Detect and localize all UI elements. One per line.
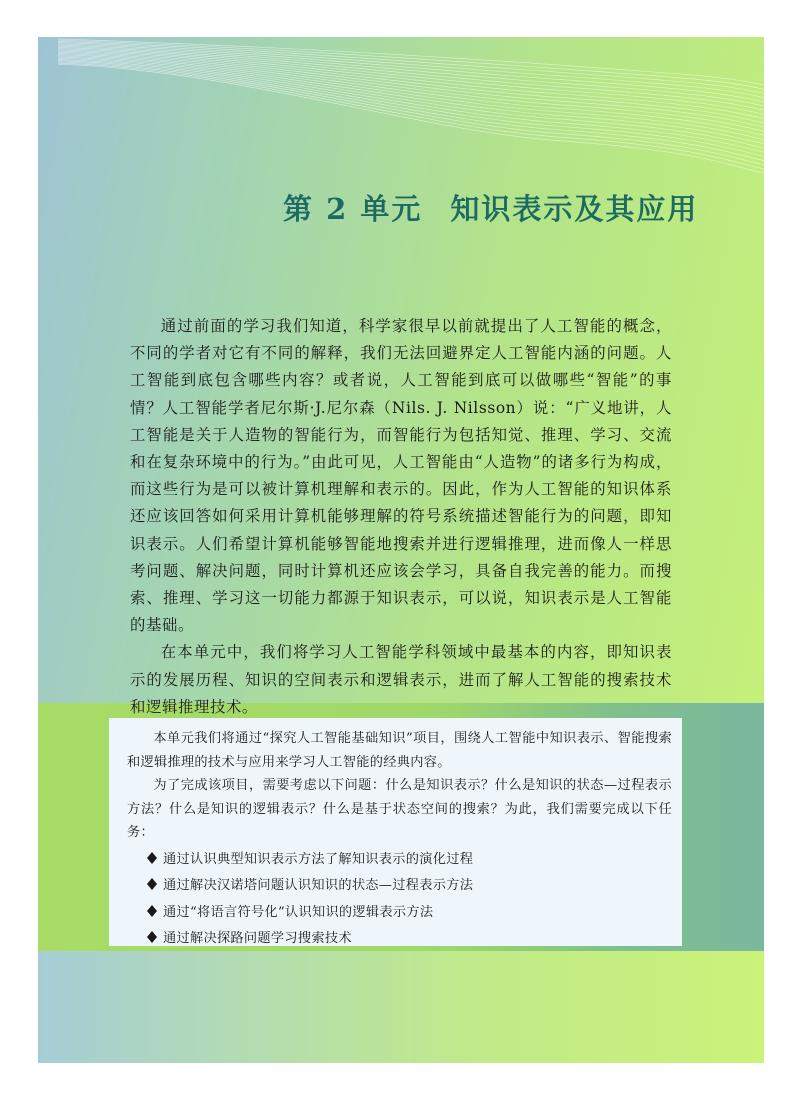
task-item bbox=[147, 926, 672, 953]
unit-title bbox=[283, 187, 723, 228]
unit-number: 第 2 单元 bbox=[283, 192, 423, 226]
wave-line bbox=[58, 61, 764, 161]
intro-paragraph-2: 在本单元中，我们将学习人工智能学科领域中最基本的内容，即知识表示的发展历程、知识的空间表示和逻辑表示，进而了解人工智能的搜索技术和逻辑推理技术。 bbox=[130, 643, 672, 716]
wave-line bbox=[58, 44, 764, 102]
intro-text bbox=[130, 313, 672, 721]
task-text: 通过解决汉诺塔问题认识知识的状态—过程表示方法 bbox=[163, 878, 474, 894]
wave-line bbox=[58, 64, 764, 173]
wave-line bbox=[58, 59, 764, 156]
task-item bbox=[147, 847, 672, 874]
wave-line bbox=[58, 45, 764, 106]
task-text: 通过解决探路问题学习搜索技术 bbox=[163, 931, 352, 947]
task-list bbox=[127, 847, 672, 953]
project-paragraph-1: 本单元我们将通过“探究人工智能基础知识”项目，围绕人工智能中知识表示、智能搜索和逻辑推理的技术与应用来学习人工智能的经典内容。 bbox=[127, 731, 672, 770]
task-text: 通过“将语言符号化”认识知识的逻辑表示方法 bbox=[163, 904, 434, 920]
intro-paragraph-1: 通过前面的学习我们知道，科学家很早以前就提出了人工智能的概念，不同的学者对它有不同的解释，我们无法回避界定人工智能内涵的问题。人工智能到底包含哪些内容？或者说，人工智能到底可以做哪些“智能”的事情？人工智能学者尼尔斯·J.尼尔森（Nils. J. Nilsson）说：“广义地讲，人工智能是关于人造物的智能行为，而智能行为包括知觉、推理、学习、交流和在复杂环境中的行为。”由此可见，人工智能由“人造物”的诸多行为构成，而这些行为是可以被计算机理解和表示的。因此，作为人工智能的知识体系还应该回答如何采用计算机能够理解的符号系统描述智能行为的问题，即知识表示。人们希望计算机能够智能地搜索并进行逻辑推理，进而像人一样思考问题、解决问题，同时计算机还应该会学习，具备自我完善的能力。而搜索、推理、学习这一切能力都源于知识表示，可以说，知识表示是人工智能的基础。 bbox=[130, 317, 672, 635]
project-paragraph-2: 为了完成该项目，需要考虑以下问题：什么是知识表示？什么是知识的状态—过程表示方法？什么是知识的逻辑表示？什么是基于状态空间的搜索？为此，我们需要完成以下任务： bbox=[127, 778, 672, 841]
wave-line bbox=[58, 63, 764, 169]
task-text: 通过认识典型知识表示方法了解知识表示的演化过程 bbox=[163, 851, 474, 867]
diamond-bullet-icon bbox=[147, 852, 157, 864]
unit-name: 知识表示及其应用 bbox=[450, 192, 699, 226]
task-item bbox=[147, 873, 672, 900]
diamond-bullet-icon bbox=[147, 931, 157, 943]
diamond-bullet-icon bbox=[147, 878, 157, 890]
task-item bbox=[147, 900, 672, 927]
page-background bbox=[38, 37, 764, 1063]
project-box bbox=[109, 718, 682, 946]
wave-line bbox=[58, 50, 764, 123]
diamond-bullet-icon bbox=[147, 905, 157, 917]
decorative-wave-lines bbox=[38, 37, 764, 177]
